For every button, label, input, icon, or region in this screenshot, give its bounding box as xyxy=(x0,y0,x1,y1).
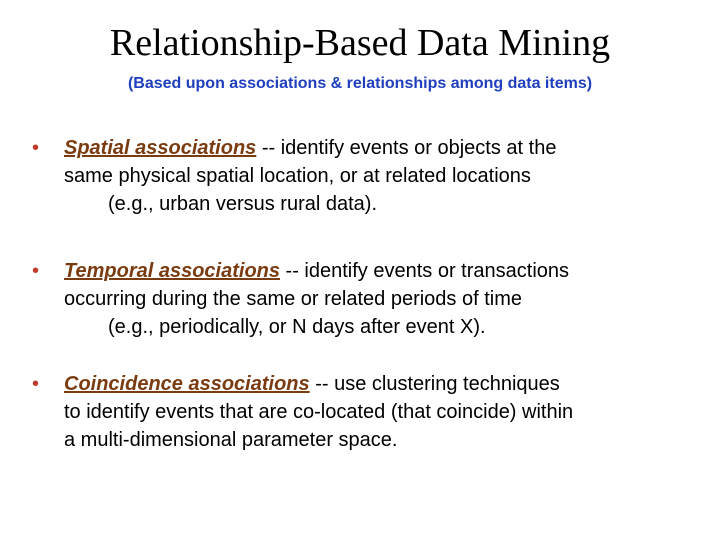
bullet-line-2: same physical spatial location, or at related locations xyxy=(64,165,531,187)
slide-title: Relationship-Based Data Mining xyxy=(109,22,611,64)
bullet-text: -- identify events or objects at the xyxy=(256,137,557,159)
bullet-line-3: a multi-dimensional parameter space. xyxy=(64,429,398,451)
bullet-dot: • xyxy=(32,137,40,159)
bullet-item-spatial xyxy=(32,134,692,218)
bullet-text: -- use clustering techniques xyxy=(309,373,560,395)
bullet-text: -- identify events or transactions xyxy=(280,260,570,282)
bullet-term: Temporal associations xyxy=(64,260,280,282)
slide-subtitle: (Based upon associations & relationships among data items) xyxy=(127,75,593,92)
bullet-term: Spatial associations xyxy=(64,137,257,159)
bullet-line-2: to identify events that are co-located (that coincide) within xyxy=(64,401,574,423)
bullet-line-2: occurring during the same or related periods of time xyxy=(64,288,523,310)
bullet-item-coincidence xyxy=(32,370,692,454)
bullet-term: Coincidence associations xyxy=(64,373,310,395)
bullet-line-3: (e.g., periodically, or N days after event X). xyxy=(108,316,486,338)
bullet-item-temporal xyxy=(32,257,692,341)
bullet-dot: • xyxy=(32,260,40,282)
bullet-line-1 xyxy=(32,257,692,285)
bullet-line-1 xyxy=(32,370,692,398)
bullet-line-3: (e.g., urban versus rural data). xyxy=(108,193,378,215)
bullet-line-1 xyxy=(32,134,692,162)
bullet-dot: • xyxy=(32,373,40,395)
